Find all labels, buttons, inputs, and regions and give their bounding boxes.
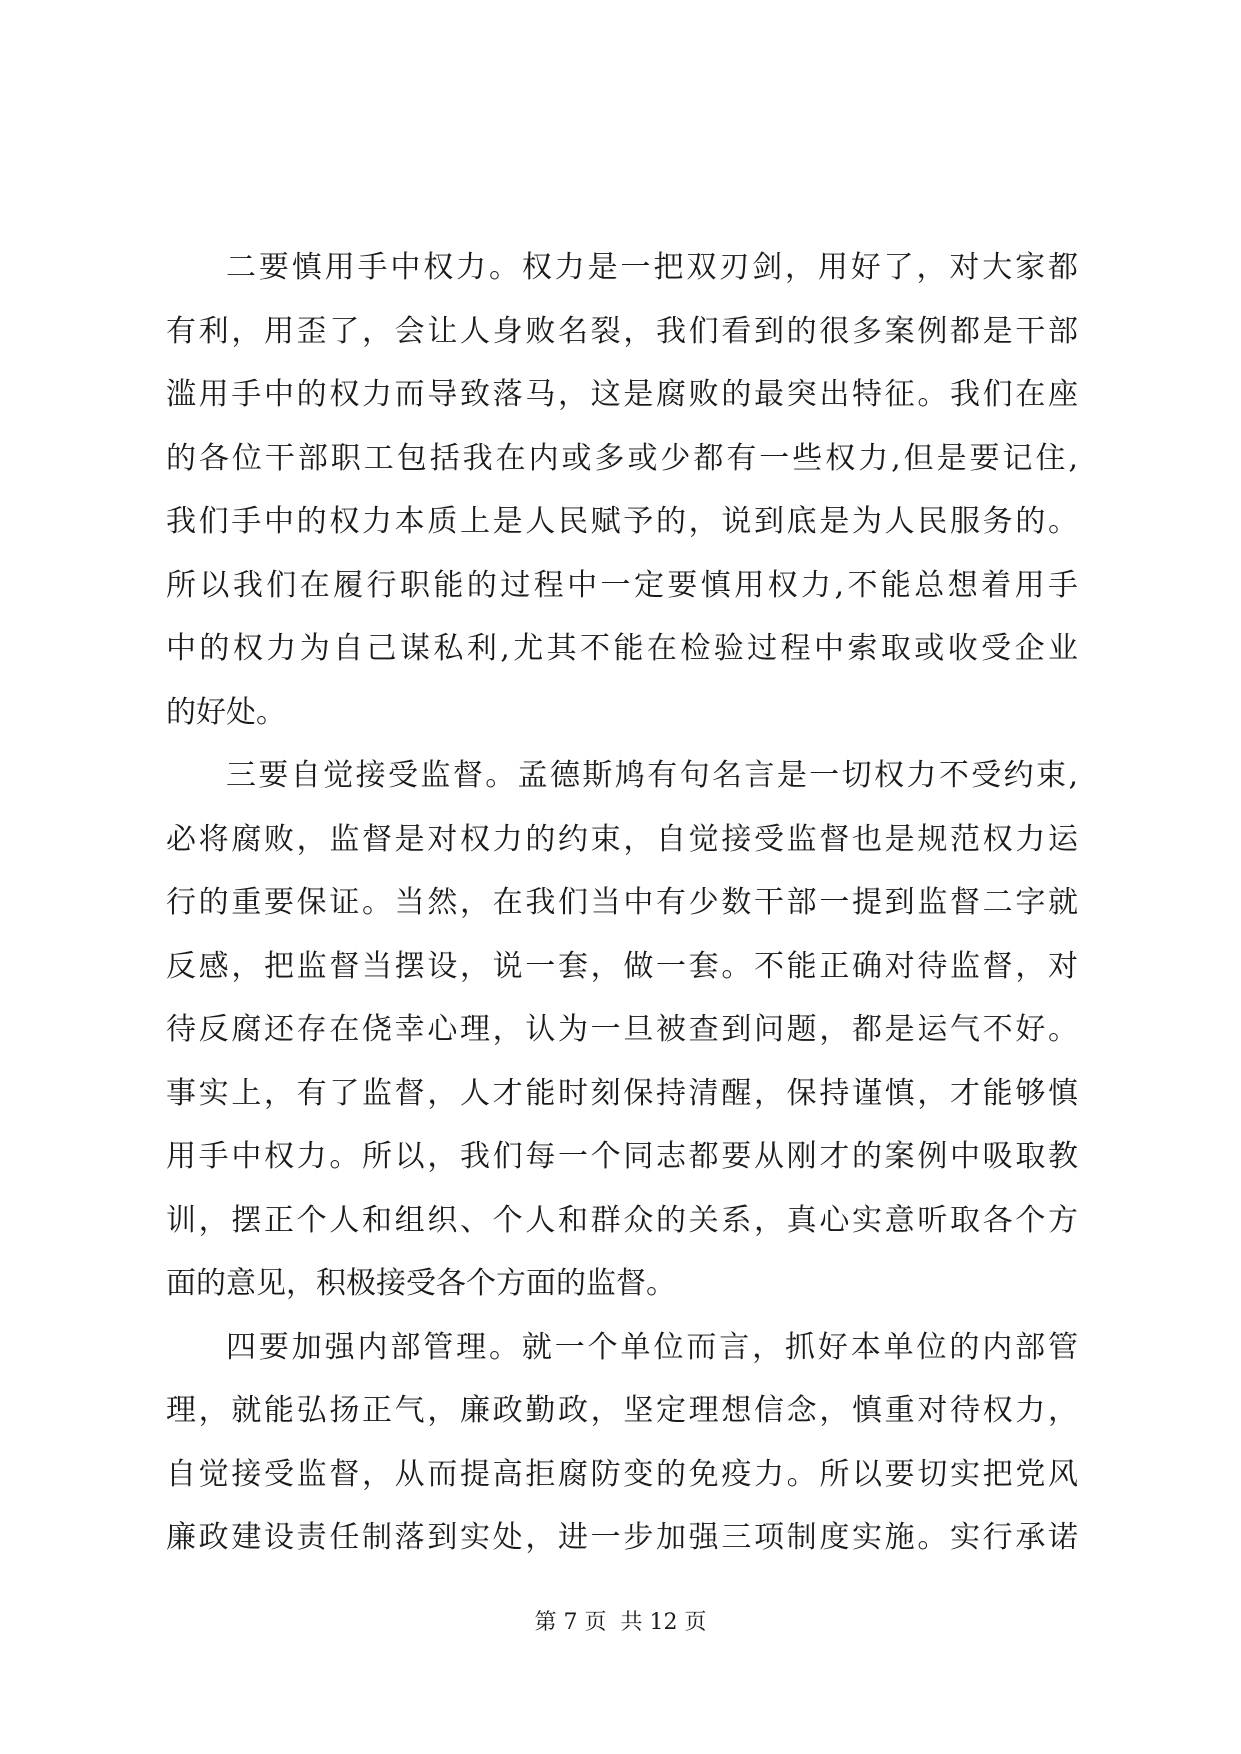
paragraph: [166, 744, 1078, 1316]
text-line: 用手中权力。所以，我们每一个同志都要从刚才的案例中吸取教: [166, 1139, 1078, 1174]
text-line: 待反腐还存在侥幸心理，认为一旦被查到问题，都是运气不好。: [166, 1012, 1078, 1047]
text-line: 廉政建设责任制落到实处，进一步加强三项制度实施。实行承诺: [166, 1520, 1078, 1555]
page-total: 共 12 页: [620, 1610, 707, 1635]
text-line: 行的重要保证。当然，在我们当中有少数干部一提到监督二字就: [166, 885, 1078, 920]
text-line: 所以我们在履行职能的过程中一定要慎用权力,不能总想着用手: [166, 567, 1078, 603]
page-footer: [0, 1608, 1241, 1638]
document-body: [166, 236, 1078, 1570]
paragraph: [166, 1316, 1078, 1570]
text-line: 的各位干部职工包括我在内或多或少都有一些权力,但是要记住,: [166, 440, 1078, 476]
text-line: 训，摆正个人和组织、个人和群众的关系，真心实意听取各个方: [166, 1202, 1078, 1238]
text-line: 中的权力为自己谋私利,尤其不能在检验过程中索取或收受企业: [166, 631, 1078, 666]
text-line: 滥用手中的权力而导致落马，这是腐败的最突出特征。我们在座: [166, 377, 1078, 412]
text-line: 二要慎用手中权力。权力是一把双刃剑，用好了，对大家都: [226, 250, 1078, 285]
text-line: 理，就能弘扬正气，廉政勤政，坚定理想信念，慎重对待权力，: [166, 1393, 1078, 1428]
paragraph: [166, 236, 1078, 744]
text-line: 自觉接受监督，从而提高拒腐防变的免疫力。所以要切实把党风: [166, 1456, 1078, 1492]
text-line: 面的意见，积极接受各个方面的监督。: [166, 1266, 676, 1301]
text-line: 我们手中的权力本质上是人民赋予的，说到底是为人民服务的。: [166, 504, 1078, 539]
page-number: 第 7 页: [534, 1610, 607, 1635]
text-line: 有利，用歪了，会让人身败名裂，我们看到的很多案例都是干部: [166, 313, 1078, 349]
text-line: 反感，把监督当摆设，说一套，做一套。不能正确对待监督，对: [166, 948, 1078, 984]
text-line: 必将腐败，监督是对权力的约束，自觉接受监督也是规范权力运: [166, 821, 1078, 857]
text-line: 事实上，有了监督，人才能时刻保持清醒，保持谨慎，才能够慎: [166, 1075, 1078, 1111]
text-line: 的好处。: [166, 694, 286, 730]
text-line: 四要加强内部管理。就一个单位而言，抓好本单位的内部管: [226, 1329, 1078, 1365]
text-line: 三要自觉接受监督。孟德斯鸠有句名言是一切权力不受约束,: [226, 758, 1078, 793]
